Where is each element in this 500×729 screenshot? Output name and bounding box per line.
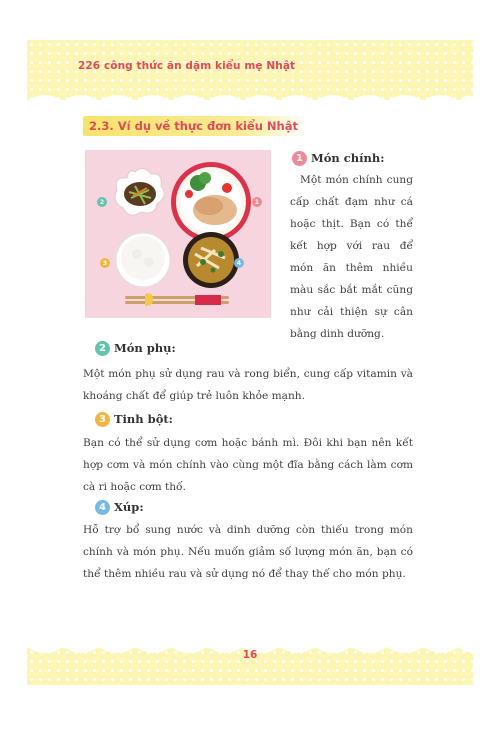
item-title: Món phụ: [114,341,176,355]
item-heading-main-dish [292,150,384,166]
section-title: 2.3. Ví dụ về thực đơn kiểu Nhật [83,116,308,136]
item-heading-side-dish [95,340,176,356]
meal-photo [85,150,271,318]
scallop-edge [27,89,473,101]
photo-marker-1-label: 1 [254,199,260,207]
item-title: Tinh bột: [114,412,173,426]
number-badge-3: 3 [95,412,110,427]
photo-marker-3-label: 3 [102,260,108,268]
item-title: Món chính: [311,151,385,165]
running-header-title: 226 công thức ăn dặm kiểu mẹ Nhật [78,60,296,72]
soup-bowl [183,232,242,288]
item-text-main-dish: Một món chính cung cấp chất đạm như cá hoặc thịt. Bạn có thể kết hợp với rau để món ăn thêm nhiều màu sắc bắt mắt cũng như cải thiện sự cân bằng dinh dưỡng. [290,174,413,340]
item-heading-starch [95,411,173,427]
item-heading-soup [95,499,144,515]
photo-marker-4-label: 4 [236,260,242,268]
rice-bowl [116,233,170,287]
number-badge-1: 1 [292,151,307,166]
item-title: Xúp: [114,500,144,514]
page-number: 16 [242,649,258,661]
main-dish-plate [171,162,251,242]
item-text-starch: Bạn có thể sử dụng cơm hoặc bánh mì. Đôi khi bạn nên kết hợp cơm và món chính vào cùng một đĩa bằng cách làm cơm cà ri hoặc cơm thố. [83,437,413,493]
item-text-soup: Hỗ trợ bổ sung nước và dinh dưỡng còn thiếu trong món chính và món phụ. Nếu muốn giảm số lượng món ăn, bạn có thể thêm nhiều rau và sử dụng nó để thay thế cho món phụ. [83,524,413,580]
item-text-side-dish: Một món phụ sử dụng rau và rong biển, cung cấp vitamin và khoáng chất để giúp trẻ luôn khỏe mạnh. [83,368,413,402]
photo-marker-2-label: 2 [99,199,105,207]
number-badge-4: 4 [95,500,110,515]
number-badge-2: 2 [95,341,110,356]
